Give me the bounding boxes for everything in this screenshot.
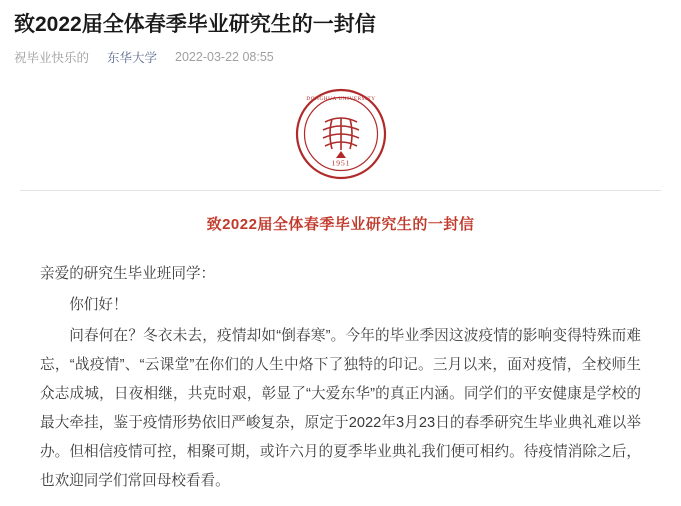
university-logo-container	[12, 82, 669, 186]
meta-account-name[interactable]: 东华大学	[107, 51, 158, 65]
letter-title: 致2022届全体春季毕业研究生的一封信	[206, 216, 475, 233]
meta-publish-date: 2022-03-22 08:55	[175, 50, 274, 64]
letter-paragraph: 你们好！	[69, 297, 128, 313]
article-body	[0, 82, 681, 506]
letter-paragraph: 亲爱的研究生毕业班同学：	[40, 266, 216, 282]
letter-card	[20, 190, 661, 506]
svg-text:1951: 1951	[331, 158, 350, 168]
meta-slogan: 祝毕业快乐的	[14, 51, 90, 65]
donghua-university-emblem-icon	[295, 88, 387, 180]
article-meta	[0, 40, 681, 66]
letter-paragraph: 问春何在？冬衣未去，疫情却如“倒春寒”。今年的毕业季因这波疫情的影响变得特殊而难忘，“战疫情”、“云课堂”在你们的人生中烙下了独特的印记。三月以来，面对疫情，全校师生众志成城，日夜相继，共克时艰，彰显了“大爱东华”的真正内涵。同学们的平安健康是学校的最大牵挂，鉴于疫情形势依旧严峻复杂，原定于2022年3月23日的春季研究生毕业典礼难以举办。但相信疫情可控，相聚可期，或许六月的夏季毕业典礼我们便可相约。待疫情消除之后，也欢迎同学们常回母校看看。	[40, 328, 641, 489]
svg-text:DONGHUA UNIVERSITY: DONGHUA UNIVERSITY	[305, 96, 376, 102]
page-title: 致2022届全体春季毕业研究生的一封信	[14, 13, 376, 36]
